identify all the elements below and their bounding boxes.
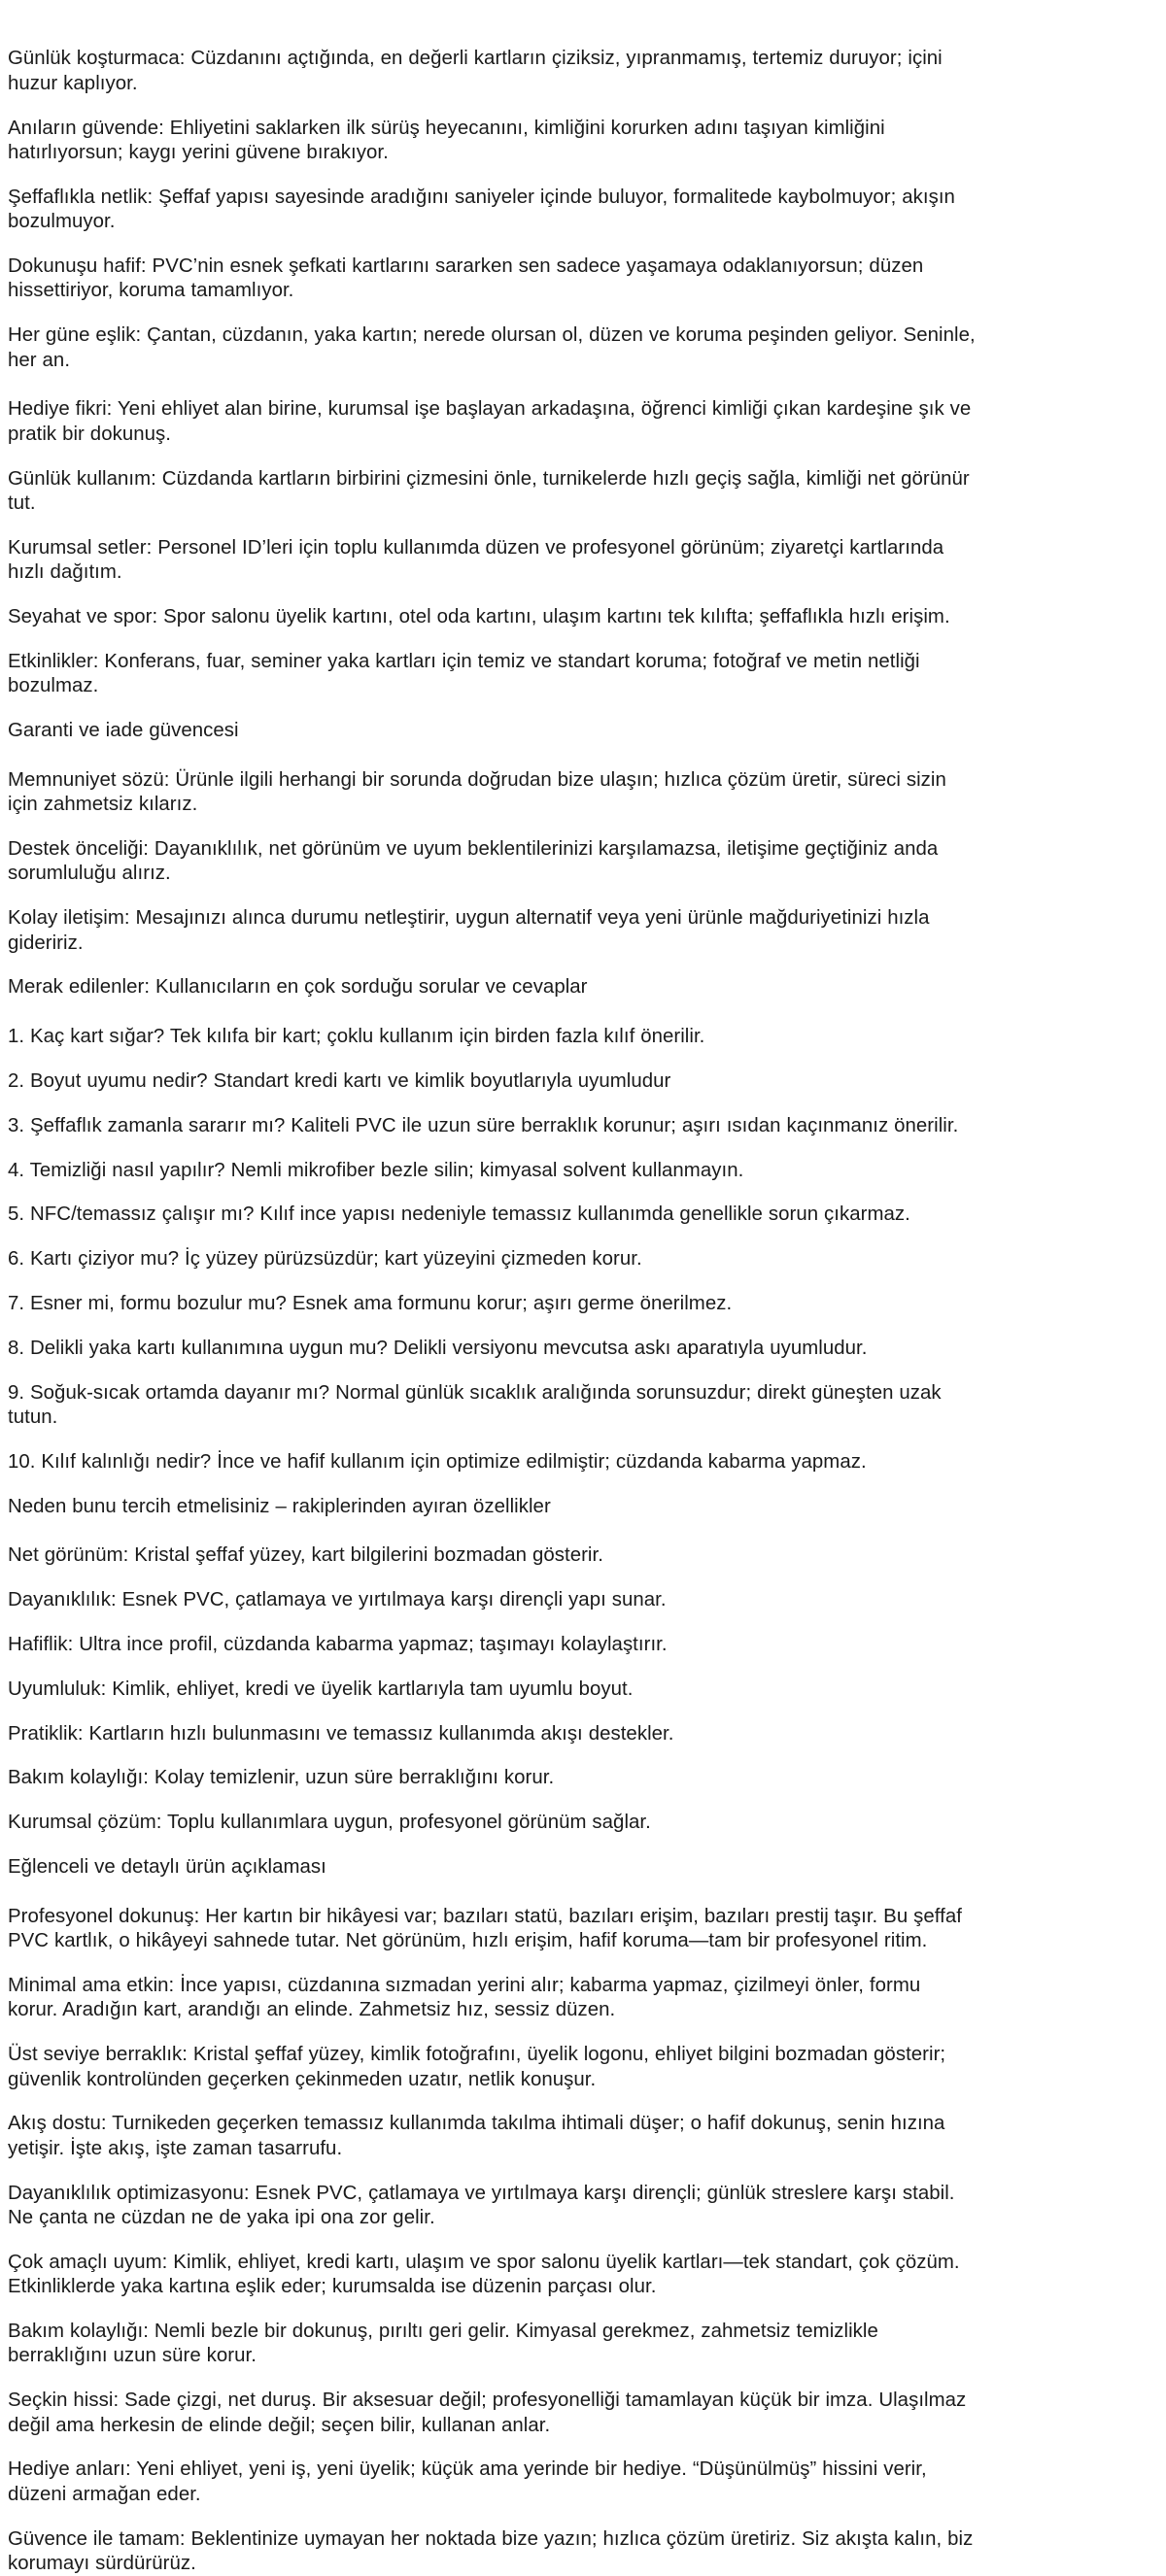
- paragraph: Pratiklik: Kartların hızlı bulunmasını ve temassız kullanımda akışı destekler.: [8, 1722, 674, 1745]
- paragraph: Kurumsal setler: Personel ID’leri için toplu kullanımda düzen ve profesyonel görünüm; ziyaretçi kartlarında hızlı dağıtım.: [8, 536, 944, 584]
- paragraph: 9. Soğuk-sıcak ortamda dayanır mı? Normal günlük sıcaklık aralığında sorunsuzdur; direkt güneşten uzak tutun.: [8, 1381, 942, 1428]
- paragraph: Anıların güvende: Ehliyetini saklarken ilk sürüş heyecanını, kimliğini korurken adını taşıyan kimliğini hatırlıyorsun; kaygı yerini güvene bırakıyor.: [8, 117, 885, 163]
- paragraph: Çok amaçlı uyum: Kimlik, ehliyet, kredi kartı, ulaşım ve spor salonu üyelik kartları—tek standart, çok çözüm. Etkinliklerde yaka kartına eşlik eder; kurumsalda ise düzenin parçası olur.: [8, 2251, 960, 2298]
- paragraph: Net görünüm: Kristal şeffaf yüzey, kart bilgilerini bozmadan gösterir.: [8, 1544, 603, 1567]
- paragraph: Profesyonel dokunuş: Her kartın bir hikâyesi var; bazıları statü, bazıları erişim, bazıları prestij taşır. Bu şeffaf PVC kartlık, o hikâyeyi sahnede tutar. Net görünüm, hızlı erişim, hafif koruma—tam bir profesyonel ritim.: [8, 1905, 962, 1952]
- paragraph: 7. Esner mi, formu bozulur mu? Esnek ama formunu korur; aşırı germe önerilmez.: [8, 1293, 733, 1314]
- paragraph: Kurumsal çözüm: Toplu kullanımlara uygun, profesyonel görünüm sağlar.: [8, 1812, 651, 1834]
- paragraph: 5. NFC/temassız çalışır mı? Kılıf ince yapısı nedeniyle temassız kullanımda genellikle sorun çıkarmaz.: [8, 1203, 910, 1226]
- paragraph: 4. Temizliği nasıl yapılır? Nemli mikrofiber bezle silin; kimyasal solvent kullanmayın.: [8, 1159, 744, 1181]
- paragraph: Kolay iletişim: Mesajınızı alınca durumu netleştirir, uygun alternatif veya yeni ürünle mağduriyetinizi hızla gideririz.: [8, 907, 930, 954]
- product-description-document: [8, 47, 976, 2576]
- paragraph: 1. Kaç kart sığar? Tek kılıfa bir kart; çoklu kullanım için birden fazla kılıf önerilir.: [8, 1026, 705, 1048]
- paragraph: Hediye fikri: Yeni ehliyet alan birine, kurumsal işe başlayan arkadaşına, öğrenci kimliği çıkan kardeşine şık ve pratik bir dokunuş.: [8, 398, 972, 445]
- paragraph: Hediye anları: Yeni ehliyet, yeni iş, yeni üyelik; küçük ama yerinde bir hediye. “Düşünülmüş” hissini verir, düzeni armağan eder.: [8, 2458, 927, 2505]
- paragraph: Eğlenceli ve detaylı ürün açıklaması: [8, 1855, 326, 1878]
- paragraph: Seçkin hissi: Sade çizgi, net duruş. Bir aksesuar değil; profesyonelliği tamamlayan küçük bir imza. Ulaşılmaz değil ama herkesin de elinde değil; seçen bilir, kullanan anlar.: [8, 2390, 967, 2436]
- paragraph: Bakım kolaylığı: Nemli bezle bir dokunuş, pırıltı geri gelir. Kimyasal gerekmez, zahmetsiz temizlikle berraklığını uzun süre korur.: [8, 2320, 878, 2367]
- paragraph: Günlük kullanım: Cüzdanda kartların birbirini çizmesini önle, turnikelerde hızlı geçiş sağla, kimliği net görünür tut.: [8, 467, 970, 515]
- paragraph: Şeffaflıkla netlik: Şeffaf yapısı sayesinde aradığını saniyeler içinde buluyor, formalitede kaybolmuyor; akışın bozulmuyor.: [8, 186, 955, 233]
- paragraph: Bakım kolaylığı: Kolay temizlenir, uzun süre berraklığını korur.: [8, 1767, 555, 1789]
- paragraph: Etkinlikler: Konferans, fuar, seminer yaka kartları için temiz ve standart koruma; fotoğraf ve metin netliği bozulmaz.: [8, 650, 920, 697]
- paragraph: Neden bunu tercih etmelisiniz – rakiplerinden ayıran özellikler: [8, 1495, 551, 1517]
- paragraph: Memnuniyet sözü: Ürünle ilgili herhangi bir sorunda doğrudan bize ulaşın; hızlıca çözüm üretir, süreci sizin için zahmetsiz kılarız.: [8, 768, 946, 816]
- paragraph: Hafiflik: Ultra ince profil, cüzdanda kabarma yapmaz; taşımayı kolaylaştırır.: [8, 1633, 668, 1655]
- paragraph: 3. Şeffaflık zamanla sararır mı? Kaliteli PVC ile uzun süre berraklık korunur; aşırı ısıdan kaçınmanız önerilir.: [8, 1114, 959, 1136]
- paragraph: Destek önceliği: Dayanıklılık, net görünüm ve uyum beklentilerinizi karşılamazsa, iletişime geçtiğiniz anda sorumluluğu alırız.: [8, 838, 939, 885]
- paragraph: Dokunuşu hafif: PVC’nin esnek şefkati kartlarını sararken sen sadece yaşamaya odaklanıyorsun; düzen hissettiriyor, koruma tamamlıyor.: [8, 255, 924, 302]
- paragraph: Akış dostu: Turnikeden geçerken temassız kullanımda takılma ihtimali düşer; o hafif dokunuş, senin hızına yetişir. İşte akış, işte zaman tasarrufu.: [8, 2113, 945, 2159]
- paragraph: Güvence ile tamam: Beklentinize uymayan her noktada bize yazın; hızlıca çözüm üretiriz. Siz akışta kalın, biz korumayı sürdürürüz.: [8, 2527, 974, 2574]
- paragraph: 2. Boyut uyumu nedir? Standart kredi kartı ve kimlik boyutlarıyla uyumludur: [8, 1070, 671, 1093]
- paragraph: Uyumluluk: Kimlik, ehliyet, kredi ve üyelik kartlarıyla tam uyumlu boyut.: [8, 1678, 634, 1700]
- paragraph: Üst seviye berraklık: Kristal şeffaf yüzey, kimlik fotoğrafını, üyelik logonu, ehliyet bilgini bozmadan gösterir; güvenlik kontrolünden geçerken çekinmeden uzatır, netlik konuşur.: [8, 2044, 946, 2090]
- paragraph: Her güne eşlik: Çantan, cüzdanın, yaka kartın; nerede olursan ol, düzen ve koruma peşinden geliyor. Seninle, her an.: [8, 324, 976, 371]
- paragraph: Günlük koşturmaca: Cüzdanını açtığında, en değerli kartların çiziksiz, yıpranmamış, tertemiz duruyor; içini huzur kaplıyor.: [8, 48, 943, 94]
- paragraph: Dayanıklılık: Esnek PVC, çatlamaya ve yırtılmaya karşı dirençli yapı sunar.: [8, 1589, 667, 1611]
- paragraph: Seyahat ve spor: Spor salonu üyelik kartını, otel oda kartını, ulaşım kartını tek kılıfta; şeffaflıkla hızlı erişim.: [8, 606, 950, 628]
- paragraph: 10. Kılıf kalınlığı nedir? İnce ve hafif kullanım için optimize edilmiştir; cüzdanda kabarma yapmaz.: [8, 1450, 867, 1473]
- paragraph: Merak edilenler: Kullanıcıların en çok sorduğu sorular ve cevaplar: [8, 976, 588, 999]
- paragraph: Minimal ama etkin: İnce yapısı, cüzdanına sızmadan yerini alır; kabarma yapmaz, çizilmeyi önler, formu korur. Aradığın kart, arandığı an elinde. Zahmetsiz hız, sessiz düzen.: [8, 1974, 921, 2021]
- paragraph: 6. Kartı çiziyor mu? İç yüzey pürüzsüzdür; kart yüzeyini çizmeden korur.: [8, 1248, 642, 1271]
- paragraph: Dayanıklılık optimizasyonu: Esnek PVC, çatlamaya ve yırtılmaya karşı dirençli; günlük streslere karşı stabil. Ne çanta ne cüzdan ne de yaka ipi ona zor gelir.: [8, 2182, 955, 2228]
- paragraph: 8. Delikli yaka kartı kullanımına uygun mu? Delikli versiyonu mevcutsa askı aparatıyla uyumludur.: [8, 1337, 868, 1359]
- paragraph: Garanti ve iade güvencesi: [8, 720, 239, 742]
